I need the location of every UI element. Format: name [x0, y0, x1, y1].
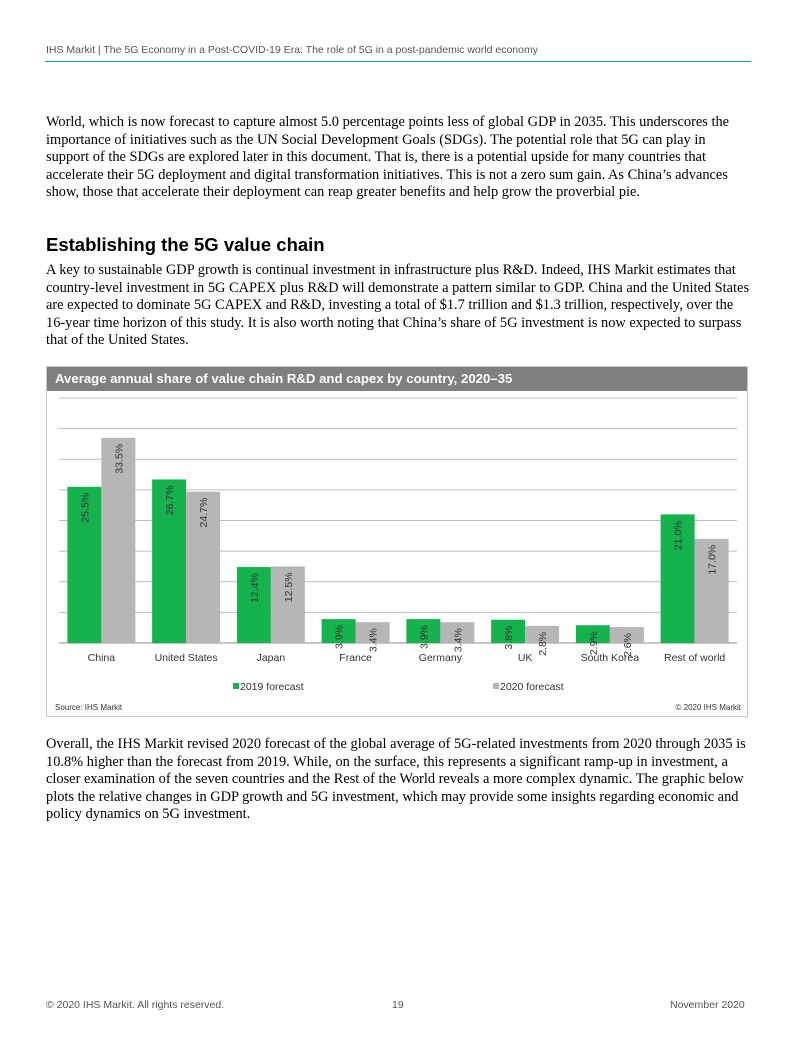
- data-label: 21.0%: [672, 520, 685, 551]
- running-header: IHS Markit | The 5G Economy in a Post-COVID-19 Era: The role of 5G in a post-pandemic world economy: [46, 44, 538, 56]
- legend-swatch: [493, 683, 499, 689]
- data-label: 3.4%: [367, 628, 380, 653]
- data-label: 26.7%: [164, 485, 177, 516]
- legend-label: 2019 forecast: [240, 681, 304, 693]
- category-label: South Korea: [580, 652, 640, 664]
- data-label: 33.5%: [113, 443, 126, 474]
- bar-chart: [47, 367, 747, 716]
- data-label: 24.7%: [198, 497, 211, 528]
- category-label: China: [87, 652, 116, 664]
- paragraph-2: A key to sustainable GDP growth is continual investment in infrastructure plus R&D. Indeed, IHS Markit estimates that country-level investment in 5G CAPEX plus R&D will demonstrate a pattern similar to GDP. China and the United States are expected to dominate 5G CAPEX and R&D, investing a total of $1.7 trillion and $1.3 trillion, respectively, over the 16-year time horizon of this study. It is also worth noting that China’s share of 5G investment is now expected to surpass that of the United States.: [46, 262, 750, 349]
- footer-date: November 2020: [670, 999, 745, 1011]
- data-label: 2.9%: [587, 631, 600, 656]
- category-label: Germany: [418, 652, 462, 664]
- paragraph-3: Overall, the IHS Markit revised 2020 forecast of the global average of 5G-related investments from 2020 through 2035 is 10.8% higher than the forecast from 2019. While, on the surface, this represents a significant ramp-up in investment, a closer examination of the seven countries and the Rest of the World reveals a more complex dynamic. The graphic below plots the relative changes in GDP growth and 5G investment, which may provide some insights regarding economic and policy dynamics on 5G investment.: [46, 736, 746, 823]
- category-label: United States: [154, 652, 218, 664]
- data-label: 12.5%: [282, 572, 295, 603]
- category-label: Japan: [256, 652, 286, 664]
- data-label: 17.0%: [706, 544, 719, 575]
- data-label: 25.5%: [79, 492, 92, 523]
- data-label: 3.8%: [503, 625, 516, 650]
- data-label: 2.8%: [537, 631, 550, 656]
- data-label: 3.9%: [418, 625, 431, 650]
- chart-figure: [46, 366, 748, 717]
- category-label: France: [339, 652, 372, 664]
- data-label: 12.4%: [248, 573, 261, 603]
- category-label: UK: [517, 652, 533, 664]
- section-heading: Establishing the 5G value chain: [46, 234, 325, 255]
- footer-copyright: © 2020 IHS Markit. All rights reserved.: [46, 999, 225, 1011]
- legend-swatch: [233, 683, 239, 689]
- data-label: 3.4%: [452, 628, 465, 653]
- data-label: 2.6%: [621, 633, 634, 658]
- chart-copyright: © 2020 IHS Markit: [675, 703, 741, 712]
- page-number: 19: [392, 999, 404, 1011]
- data-label: 3.9%: [333, 625, 346, 650]
- paragraph-1: World, which is now forecast to capture almost 5.0 percentage points less of global GDP in 2035. This underscores the importance of initiatives such as the UN Social Development Goals (SDGs). The potential role that 5G can play in support of the SDGs are explored later in this document. That is, there is a potential upside for many countries that accelerate their 5G deployment and digital transformation initiatives. This is not a zero sum gain. As China’s advances show, those that accelerate their deployment can reap greater benefits and help grow the proverbial pie.: [46, 114, 730, 201]
- header-divider: [45, 61, 751, 62]
- legend-label: 2020 forecast: [500, 681, 564, 693]
- chart-title: Average annual share of value chain R&D and capex by country, 2020–35: [55, 371, 513, 386]
- chart-source: Source: IHS Markit: [55, 703, 123, 712]
- category-label: Rest of world: [663, 652, 726, 664]
